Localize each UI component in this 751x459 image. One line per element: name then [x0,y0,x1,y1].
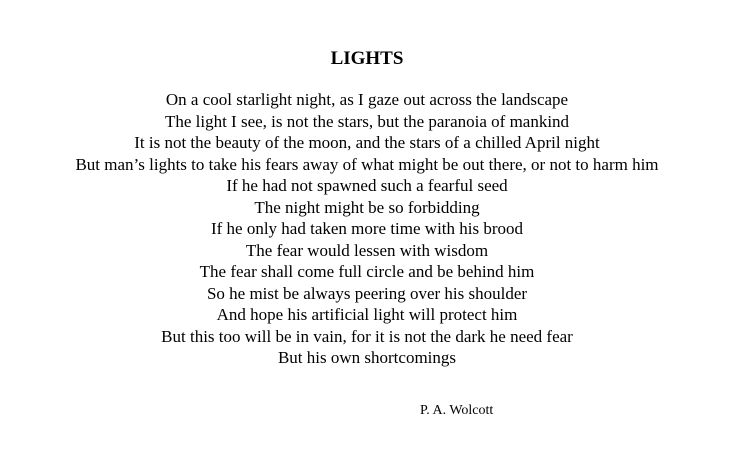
poem-line: If he had not spawned such a fearful seed [226,176,508,195]
poem-line: So he mist be always peering over his shoulder [206,283,528,303]
poem-body [0,89,734,369]
poem-line: And hope his artificial light will protect him [216,305,518,324]
poem-line: If he only had taken more time with his brood [210,219,524,238]
poem-line: But this too will be in vain, for it is not the dark he need fear [161,326,573,346]
poem-line: The light I see, is not the stars, but the paranoia of mankind [164,111,570,131]
author-name: P. A. Wolcott [420,403,494,418]
poem-line: But his own shortcomings [277,348,457,367]
poem-line: On a cool starlight night, as I gaze out across the landscape [165,90,569,109]
poem-title: LIGHTS [330,48,404,69]
poem-line: It is not the beauty of the moon, and the stars of a chilled April night [134,133,600,152]
poem-line: The fear would lessen with wisdom [245,240,489,260]
poem-line: The night might be so forbidding [254,197,480,217]
poem-line: The fear shall come full circle and be behind him [199,262,535,281]
poem-line: But man’s lights to take his fears away of what might be out there, or not to harm him [75,154,659,174]
